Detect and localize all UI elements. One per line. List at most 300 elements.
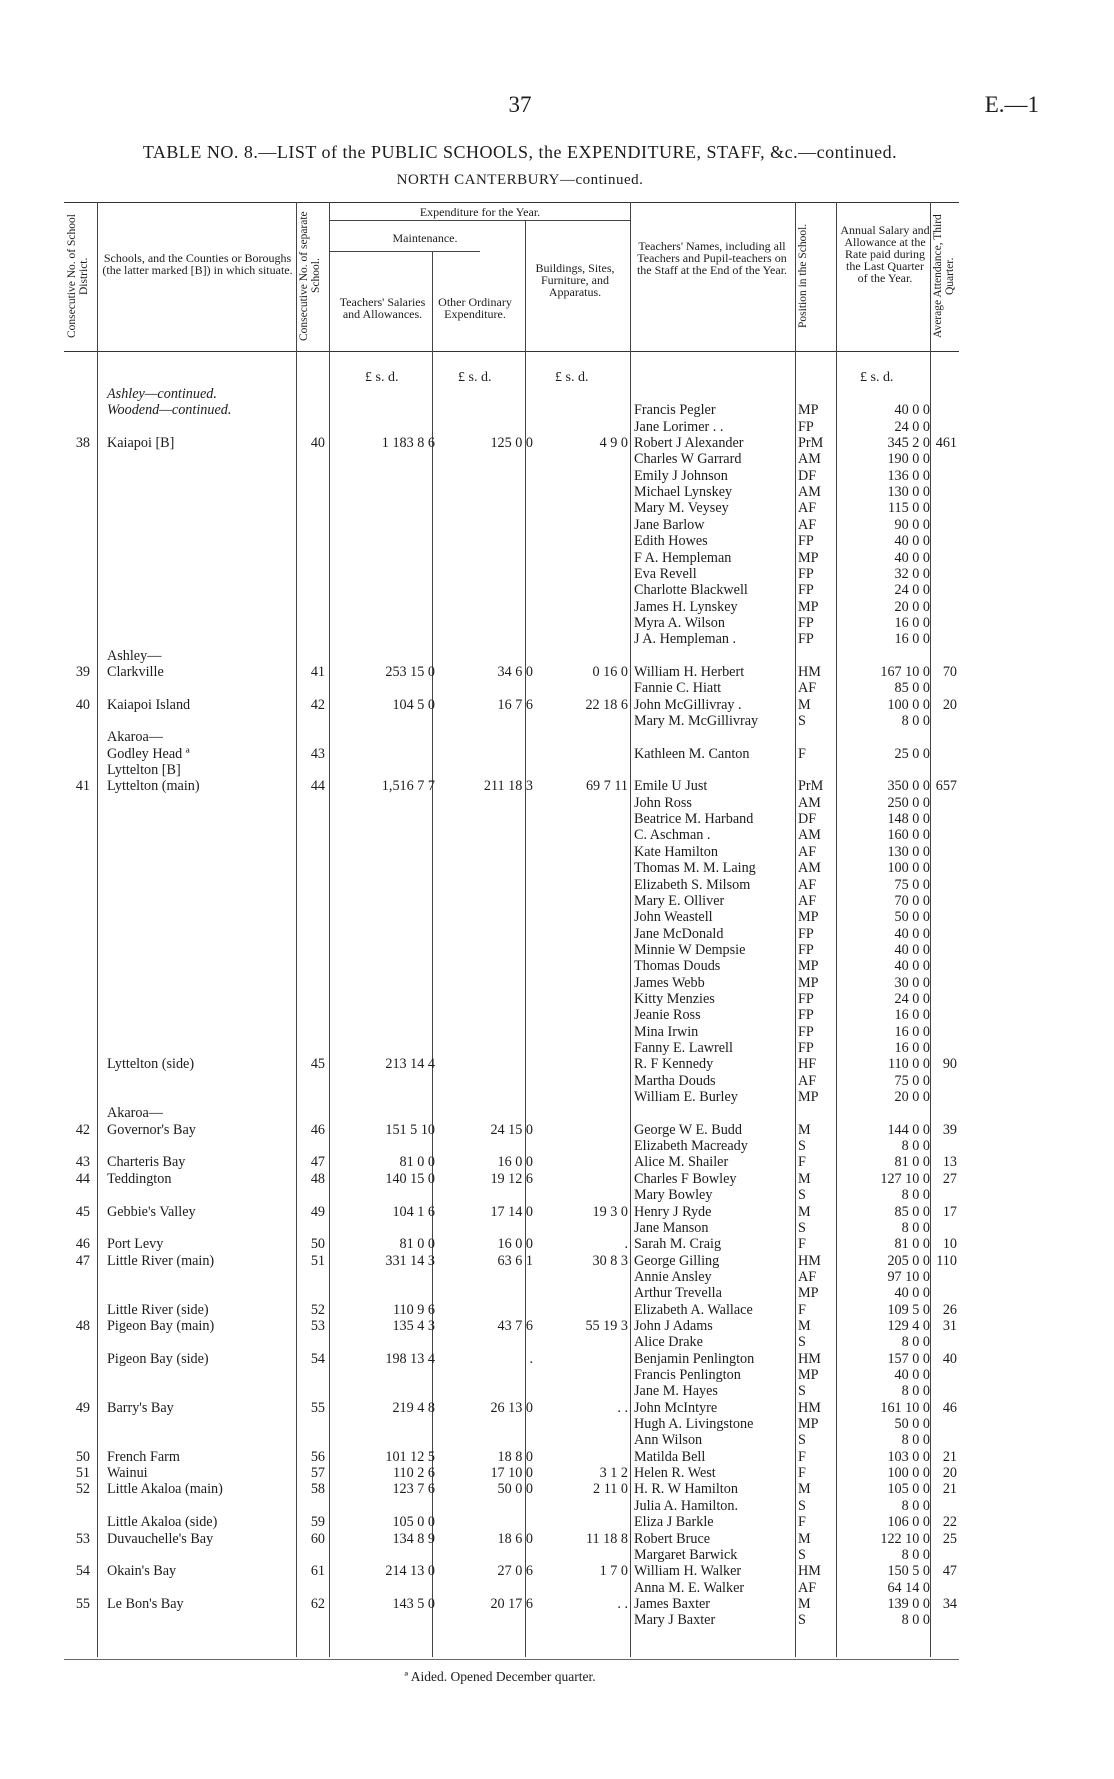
teacher-name: Kathleen M. Canton [634, 745, 750, 762]
teacher-name: Martha Douds [634, 1072, 716, 1089]
table-row [0, 1056, 1000, 1072]
annual-salary: 70 0 0 [894, 892, 930, 909]
table-row [0, 1432, 1000, 1448]
table-row [0, 795, 1000, 811]
average-attendance: 21 [942, 1448, 957, 1465]
other-expenditure-value: 50 0 0 [497, 1481, 533, 1498]
table-row [0, 1531, 1000, 1547]
separate-number: 49 [310, 1203, 325, 1220]
teacher-name: Anna M. E. Walker [634, 1579, 745, 1596]
other-expenditure-value: 27 0 6 [497, 1563, 533, 1580]
buildings-value: 22 18 6 [585, 696, 628, 713]
district-number: 39 [75, 663, 90, 680]
annual-salary: 110 0 0 [887, 1056, 930, 1073]
salaries-value: 1 183 8 6 [381, 435, 435, 452]
position-code: AM [798, 794, 821, 811]
teacher-name: Michael Lynskey [634, 484, 733, 501]
school-name: Clarkville [107, 663, 164, 680]
units-annual: £ s. d. [860, 370, 894, 385]
teacher-name: Charlotte Blackwell [634, 582, 748, 599]
salaries-value: 214 13 0 [385, 1563, 435, 1580]
position-code: S [798, 1219, 806, 1236]
district-number: 47 [75, 1252, 90, 1269]
table-row [0, 1122, 1000, 1138]
district-number: 48 [75, 1317, 90, 1334]
header-maintenance: Maintenance. [392, 231, 458, 245]
school-name: Lyttelton [B] [107, 762, 181, 779]
teacher-name: John J Adams [634, 1317, 713, 1334]
table-row [0, 844, 1000, 860]
teacher-name: Jeanie Ross [634, 1007, 701, 1024]
table-row [0, 1138, 1000, 1154]
annual-salary: 106 0 0 [887, 1514, 930, 1531]
position-code: FP [798, 1023, 814, 1040]
annual-salary: 130 0 0 [887, 484, 930, 501]
other-expenditure-value: 34 6 0 [497, 663, 533, 680]
district-number: 49 [75, 1399, 90, 1416]
table-row [0, 1253, 1000, 1269]
table-row [0, 811, 1000, 827]
average-attendance: 26 [942, 1301, 957, 1318]
other-expenditure-value: 19 12 6 [490, 1170, 533, 1187]
table-row [0, 1449, 1000, 1465]
annual-salary: 16 0 0 [894, 1040, 930, 1056]
annual-salary: 8 0 0 [901, 1334, 930, 1351]
position-code: S [798, 1497, 806, 1514]
teacher-name: Edith Howes [634, 533, 708, 550]
school-name: Woodend—continued. [107, 402, 232, 419]
table-row [0, 860, 1000, 876]
teacher-name: Mary J Baxter [634, 1612, 716, 1629]
school-name: Little River (main) [107, 1252, 215, 1269]
position-code: FP [798, 1007, 814, 1024]
salaries-value: 143 5 0 [392, 1595, 435, 1612]
table-row [0, 680, 1000, 696]
teacher-name: Emily J Johnson [634, 467, 728, 484]
table-row [0, 1367, 1000, 1383]
table-row [0, 1514, 1000, 1530]
annual-salary: 81 0 0 [894, 1236, 930, 1253]
teacher-name: Thomas M. M. Laing [634, 860, 756, 877]
district-number: 46 [75, 1236, 90, 1253]
position-code: HM [798, 1350, 821, 1367]
buildings-value: 11 18 8 [585, 1530, 628, 1547]
table-row [0, 942, 1000, 958]
header-position: Position in the School. [797, 223, 809, 329]
salaries-value: 213 14 4 [385, 1056, 435, 1073]
teacher-name: Minnie W Dempsie [634, 941, 746, 958]
school-name: Gebbie's Valley [107, 1203, 196, 1220]
other-expenditure-value: 20 17 6 [490, 1595, 533, 1612]
teacher-name: John Ross [634, 794, 692, 811]
position-code: DF [798, 467, 817, 484]
salaries-value: 81 0 0 [399, 1236, 435, 1253]
school-name: Little Akaloa (side) [107, 1514, 218, 1531]
teacher-name: Mary E. Olliver [634, 892, 725, 909]
table-row [0, 746, 1000, 762]
annual-salary: 8 0 0 [901, 1383, 930, 1400]
average-attendance: 20 [942, 696, 957, 713]
average-attendance: 17 [942, 1203, 957, 1220]
separate-number: 56 [310, 1448, 325, 1465]
separate-number: 45 [310, 1056, 325, 1073]
position-code: FP [798, 925, 814, 942]
position-code: AF [798, 1268, 817, 1285]
other-expenditure-value: . [529, 1350, 533, 1367]
teacher-name: Charles F Bowley [634, 1170, 737, 1187]
separate-number: 54 [310, 1350, 325, 1367]
table-row [0, 1302, 1000, 1318]
annual-salary: 115 0 0 [887, 500, 930, 517]
teacher-name: Eva Revell [634, 565, 697, 582]
annual-salary: 64 14 0 [887, 1579, 930, 1596]
table-row [0, 1105, 1000, 1121]
position-code: HM [798, 1563, 821, 1580]
header-buildings: Buildings, Sites, Furniture, and Apparatus. [535, 261, 615, 299]
position-code: FP [798, 990, 814, 1007]
average-attendance: 40 [942, 1350, 957, 1367]
other-expenditure-value: 63 6 1 [497, 1252, 533, 1269]
teacher-name: F A. Hempleman [634, 549, 732, 566]
teacher-name: Mary M. McGillivray [634, 713, 759, 729]
teacher-name: Elizabeth Macready [634, 1138, 748, 1155]
position-code: MP [798, 1416, 819, 1433]
teacher-name: John McIntyre [634, 1399, 718, 1416]
school-name: Akaroa— [107, 729, 163, 746]
teacher-name: Jane McDonald [634, 925, 724, 942]
annual-salary: 16 0 0 [894, 614, 930, 631]
position-code: AF [798, 680, 817, 697]
table-row [0, 550, 1000, 566]
table-row [0, 566, 1000, 582]
teacher-name: Alice M. Shailer [634, 1154, 729, 1171]
annual-salary: 20 0 0 [894, 1089, 930, 1106]
table-row [0, 1481, 1000, 1497]
units-row [0, 370, 1000, 386]
annual-salary: 250 0 0 [887, 794, 930, 811]
annual-salary: 24 0 0 [894, 582, 930, 599]
average-attendance: 22 [942, 1514, 957, 1531]
table-title: TABLE NO. 8.—LIST of the PUBLIC SCHOOLS, the EXPENDITURE, STAFF, &c.—continued. [142, 142, 898, 162]
position-code: FP [798, 418, 814, 435]
salaries-value: 105 0 0 [392, 1514, 435, 1531]
annual-salary: 8 0 0 [901, 1612, 930, 1629]
separate-number: 52 [310, 1301, 325, 1318]
average-attendance: 461 [935, 435, 957, 452]
teacher-name: Elizabeth S. Milsom [634, 876, 751, 893]
district-number: 51 [75, 1465, 90, 1482]
annual-salary: 75 0 0 [894, 1072, 930, 1089]
position-code: AF [798, 876, 817, 893]
separate-number: 42 [310, 696, 325, 713]
annual-salary: 144 0 0 [887, 1121, 930, 1138]
district-number: 42 [75, 1121, 90, 1138]
annual-salary: 8 0 0 [901, 713, 930, 729]
annual-salary: 136 0 0 [887, 467, 930, 484]
position-code: S [798, 1187, 806, 1204]
other-expenditure-value: 24 15 0 [490, 1121, 533, 1138]
annual-salary: 8 0 0 [901, 1432, 930, 1449]
annual-salary: 32 0 0 [894, 565, 930, 582]
annual-salary: 205 0 0 [887, 1252, 930, 1269]
table-row [0, 827, 1000, 843]
table-row [0, 419, 1000, 435]
teacher-name: John McGillivray . [634, 696, 742, 713]
position-code: M [798, 1317, 811, 1334]
teacher-name: Beatrice M. Harband [634, 811, 754, 828]
teacher-name: Emile U Just [634, 778, 708, 795]
teacher-name: Ann Wilson [634, 1432, 703, 1449]
table-row [0, 582, 1000, 598]
table-row [0, 386, 1000, 402]
teacher-name: Robert Bruce [634, 1530, 711, 1547]
table-row [0, 1007, 1000, 1023]
teacher-name: Annie Ansley [634, 1268, 712, 1285]
salaries-value: 331 14 3 [385, 1252, 435, 1269]
school-name: Governor's Bay [107, 1121, 196, 1138]
district-number: 50 [75, 1448, 90, 1465]
header-divider [330, 220, 630, 221]
position-code: HM [798, 1252, 821, 1269]
table-row [0, 1351, 1000, 1367]
position-code: M [798, 1595, 811, 1612]
annual-salary: 148 0 0 [887, 811, 930, 828]
salaries-value: 104 5 0 [392, 696, 435, 713]
annual-salary: 85 0 0 [894, 1203, 930, 1220]
annual-salary: 50 0 0 [894, 1416, 930, 1433]
annual-salary: 139 0 0 [887, 1595, 930, 1612]
annual-salary: 8 0 0 [901, 1219, 930, 1236]
table-row [0, 1318, 1000, 1334]
position-code: AF [798, 892, 817, 909]
units-other: £ s. d. [458, 370, 492, 385]
buildings-value: 69 7 11 [585, 778, 628, 795]
teacher-name: John Weastell [634, 909, 713, 926]
teacher-name: William E. Burley [634, 1089, 738, 1106]
annual-salary: 16 0 0 [894, 1023, 930, 1040]
table-row [0, 1089, 1000, 1105]
position-code: FP [798, 1040, 814, 1056]
separate-number: 55 [310, 1399, 325, 1416]
annual-salary: 8 0 0 [901, 1546, 930, 1563]
salaries-value: 151 5 10 [385, 1121, 435, 1138]
buildings-value: 55 19 3 [585, 1317, 628, 1334]
annual-salary: 24 0 0 [894, 418, 930, 435]
teacher-name: George Gilling [634, 1252, 720, 1269]
annual-salary: 100 0 0 [887, 1465, 930, 1482]
table-row [0, 1171, 1000, 1187]
units-buildings: £ s. d. [555, 370, 589, 385]
teacher-name: Henry J Ryde [634, 1203, 712, 1220]
table-row [0, 664, 1000, 680]
annual-salary: 40 0 0 [894, 941, 930, 958]
teacher-name: Myra A. Wilson [634, 614, 725, 631]
table-row [0, 1334, 1000, 1350]
district-number: 43 [75, 1154, 90, 1171]
table-row [0, 1073, 1000, 1089]
teacher-name: J A. Hempleman . [634, 631, 737, 648]
separate-number: 46 [310, 1121, 325, 1138]
annual-salary: 16 0 0 [894, 631, 930, 648]
salaries-value: 140 15 0 [385, 1170, 435, 1187]
teacher-name: Elizabeth A. Wallace [634, 1301, 753, 1318]
header-divider [330, 251, 480, 252]
average-attendance: 657 [935, 778, 957, 795]
buildings-value: 2 11 0 [593, 1481, 628, 1498]
position-code: AM [798, 484, 821, 501]
district-number: 44 [75, 1170, 90, 1187]
teacher-name: C. Aschman . [634, 827, 711, 844]
table-row [0, 1400, 1000, 1416]
annual-salary: 129 4 0 [887, 1317, 930, 1334]
buildings-value: 0 16 0 [592, 663, 628, 680]
annual-salary: 350 0 0 [887, 778, 930, 795]
table-row [0, 729, 1000, 745]
salaries-value: 135 4 3 [392, 1317, 435, 1334]
separate-number: 40 [310, 435, 325, 452]
table-row [0, 615, 1000, 631]
table-row [0, 877, 1000, 893]
other-expenditure-value: 211 18 3 [483, 778, 533, 795]
position-code: AF [798, 516, 817, 533]
salaries-value: 219 4 8 [392, 1399, 435, 1416]
district-number: 54 [75, 1563, 90, 1580]
position-code: S [798, 1546, 806, 1563]
teacher-name: Alice Drake [634, 1334, 703, 1351]
teacher-name: Arthur Trevella [634, 1285, 722, 1302]
average-attendance: 34 [942, 1595, 957, 1612]
position-code: M [798, 1530, 811, 1547]
annual-salary: 75 0 0 [894, 876, 930, 893]
school-name: Pigeon Bay (side) [107, 1350, 209, 1367]
table-row [0, 1285, 1000, 1301]
position-code: HF [798, 1056, 817, 1073]
school-name: Kaiapoi Island [107, 696, 191, 713]
separate-number: 59 [310, 1514, 325, 1531]
buildings-value: 3 1 2 [599, 1465, 628, 1482]
teacher-name: Matilda Bell [634, 1448, 706, 1465]
district-number: 53 [75, 1530, 90, 1547]
table-row [0, 893, 1000, 909]
separate-number: 61 [310, 1563, 325, 1580]
buildings-value: 1 7 0 [599, 1563, 628, 1580]
position-code: PrM [798, 435, 824, 452]
annual-salary: 190 0 0 [887, 451, 930, 468]
average-attendance: 47 [942, 1563, 957, 1580]
header-schools: Schools, and the Counties or Boroughs (the latter marked [B]) in which situate. [102, 251, 293, 277]
table-row [0, 1154, 1000, 1170]
teacher-name: Margaret Barwick [634, 1546, 738, 1563]
table-row [0, 1040, 1000, 1056]
position-code: FP [798, 533, 814, 550]
buildings-value: . . [617, 1595, 628, 1612]
position-code: M [798, 1203, 811, 1220]
table-row [0, 778, 1000, 794]
teacher-name: George W E. Budd [634, 1121, 742, 1138]
table-row [0, 1383, 1000, 1399]
table-row [0, 484, 1000, 500]
district-number: 45 [75, 1203, 90, 1220]
position-code: FP [798, 631, 814, 648]
teacher-name: William H. Walker [634, 1563, 742, 1580]
school-name: Charteris Bay [107, 1154, 186, 1171]
average-attendance: 21 [942, 1481, 957, 1498]
position-code: AF [798, 843, 817, 860]
table-row [0, 451, 1000, 467]
position-code: S [798, 1612, 806, 1629]
annual-salary: 127 10 0 [880, 1170, 930, 1187]
salaries-value: 104 1 6 [392, 1203, 435, 1220]
position-code: F [798, 1301, 806, 1318]
table-row [0, 1465, 1000, 1481]
table-row [0, 468, 1000, 484]
annual-salary: 40 0 0 [894, 1367, 930, 1383]
separate-number: 43 [310, 745, 325, 762]
school-name: Lyttelton (main) [107, 778, 200, 795]
position-code: HM [798, 1399, 821, 1416]
table-row [0, 1612, 1000, 1628]
annual-salary: 103 0 0 [887, 1448, 930, 1465]
position-code: FP [798, 582, 814, 599]
annual-salary: 345 2 0 [887, 435, 930, 452]
school-name: French Farm [107, 1448, 180, 1465]
table-row [0, 599, 1000, 615]
teacher-name: Fanny E. Lawrell [634, 1040, 733, 1056]
position-code: MP [798, 1285, 819, 1302]
salaries-value: 1,516 7 7 [381, 778, 435, 795]
table-row [0, 1498, 1000, 1514]
salaries-value: 198 13 4 [385, 1350, 435, 1367]
position-code: AF [798, 500, 817, 517]
annual-salary: 50 0 0 [894, 909, 930, 926]
footnote: ª Aided. Opened December quarter. [404, 1669, 596, 1684]
school-name: Akaroa— [107, 1105, 163, 1122]
separate-number: 58 [310, 1481, 325, 1498]
table-row [0, 713, 1000, 729]
teacher-name: Jane Manson [634, 1219, 709, 1236]
school-name: Teddington [107, 1170, 172, 1187]
average-attendance: 90 [942, 1056, 957, 1073]
annual-salary: 150 5 0 [887, 1563, 930, 1580]
buildings-value: . [624, 1236, 628, 1253]
school-name: Kaiapoi [B] [107, 435, 175, 452]
table-row [0, 991, 1000, 1007]
header-expenditure: Expenditure for the Year. [419, 205, 541, 219]
salaries-value: 134 8 9 [392, 1530, 435, 1547]
position-code: AM [798, 451, 821, 468]
table-row [0, 1220, 1000, 1236]
table-row [0, 958, 1000, 974]
other-expenditure-value: 17 10 0 [490, 1465, 533, 1482]
school-name: Ashley— [107, 647, 162, 664]
annual-salary: 30 0 0 [894, 974, 930, 991]
teacher-name: Francis Pegler [634, 402, 716, 419]
teacher-name: James H. Lynskey [634, 598, 738, 615]
district-number: 38 [75, 435, 90, 452]
position-code: F [798, 1448, 806, 1465]
teacher-name: Eliza J Barkle [634, 1514, 714, 1531]
annual-salary: 81 0 0 [894, 1154, 930, 1171]
table-row [0, 1269, 1000, 1285]
annual-salary: 40 0 0 [894, 958, 930, 975]
annual-salary: 100 0 0 [887, 860, 930, 877]
table-row [0, 975, 1000, 991]
annual-salary: 8 0 0 [901, 1497, 930, 1514]
average-attendance: 27 [942, 1170, 957, 1187]
position-code: MP [798, 909, 819, 926]
position-code: FP [798, 941, 814, 958]
annual-salary: 130 0 0 [887, 843, 930, 860]
